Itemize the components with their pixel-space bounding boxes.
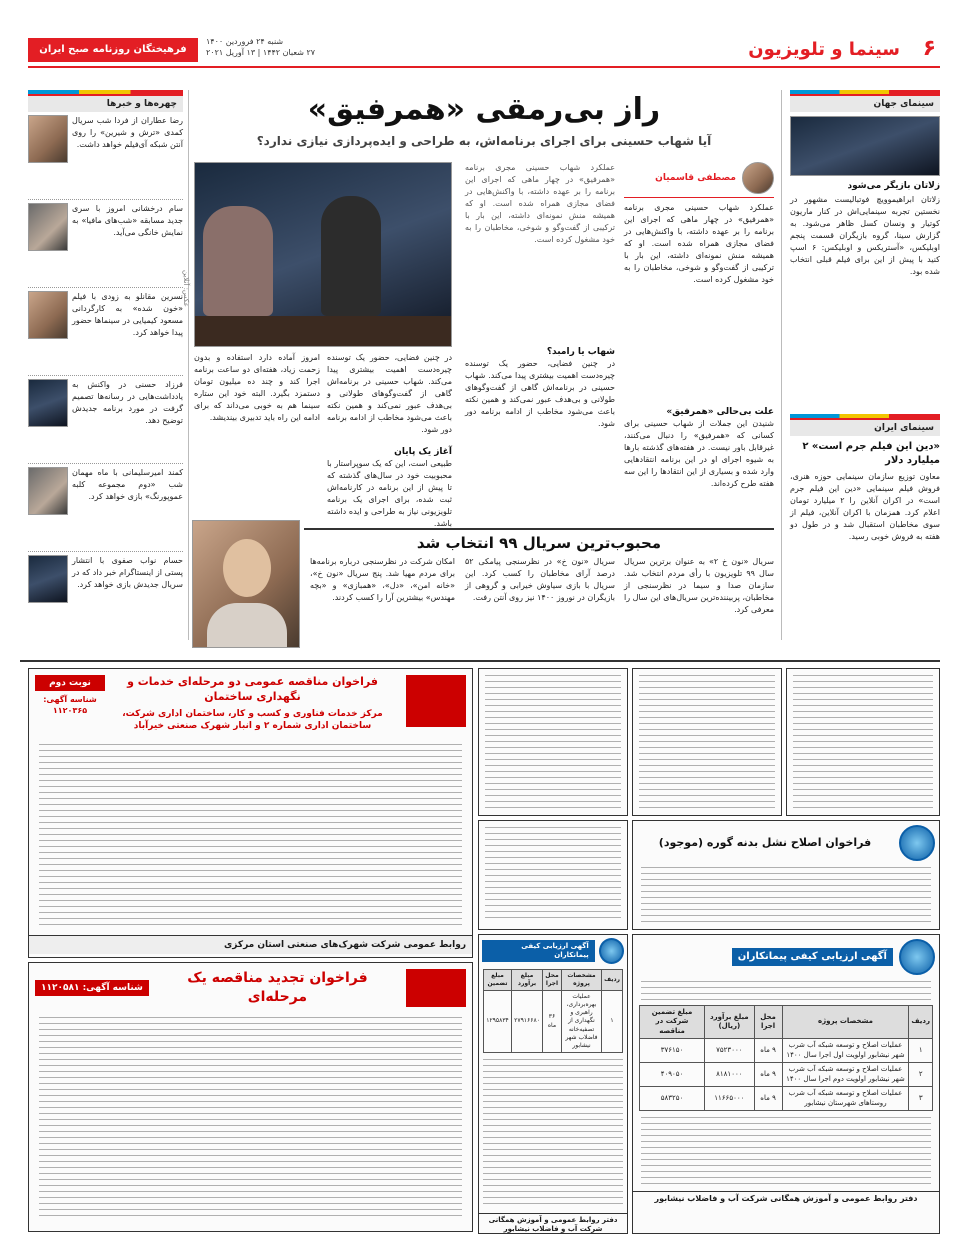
table-row: ۳ عملیات اصلاح و توسعه شبکه آب شرب روستاهای شهرستان نیشابور ۹ ماه ۱۱۶۶۵۰۰۰ ۵۸۳۲۵۰ — [640, 1087, 933, 1111]
page-header — [28, 28, 940, 68]
article-photo-host — [194, 162, 452, 347]
table-header: محل اجرا — [754, 1006, 782, 1039]
ad3-footer: دفتر روابط عمومی و آموزش همگانی شرکت آب و فاضلاب نیشابور — [633, 1191, 939, 1207]
industrial-logo — [406, 675, 466, 727]
news-photo — [28, 115, 68, 163]
second-text-3: امکان شرکت در نظرسنجی درباره برنامه‌ها برای مردم مهیا شد. پنج سریال «نون خ»، «خانه امن»، «دل»، «همبازی» و «بچه مهندس» بیشترین آرا را کسب کردند. — [310, 557, 455, 602]
table-header: مشخصات پروژه — [782, 1006, 909, 1039]
news-column — [28, 90, 183, 112]
projects-table-2: ردیف مشخصات پروژه محل اجرا مبلغ برآورد مبلغ تضمین ۱ عملیات بهره‌برداری، راهبری و نگهداری از تصفیه‌خانه فاضلاب شهر نیشابور ۳۶ ماه ۲۷۹۱۶۶۸۰ ۱۲۹۵۸۳۴ — [483, 969, 623, 1053]
author-photo — [742, 162, 774, 194]
ad4-title: آگهی ارزیابی کیفی پیمانکاران — [482, 940, 595, 963]
table-header: ردیف — [909, 1006, 933, 1039]
actor-photo — [192, 520, 300, 648]
date-persian: شنبه ۲۴ فروردین ۱۴۰۰ — [206, 37, 284, 46]
newspaper-logo[interactable]: فرهیختگان روزنامه صبح ایران — [28, 38, 198, 62]
section-title: سینما و تلویزیون — [748, 39, 900, 60]
author-box — [624, 162, 774, 518]
article-title: راز بی‌رمقی «همرفیق» — [307, 92, 661, 127]
second-col-1 — [624, 556, 774, 651]
ad2-title: فراخوان تجدید مناقصه یک مرحله‌ای — [187, 970, 368, 1005]
article-text-1b: عملکرد شهاب حسینی مجری برنامه «همرفیق» در چهار ماهی که اجرای این برنامه را بر عهده داشته، با واکنش‌هایی در فضای مجازی همراه شده است. او که همیشه منش نمونه‌ای داشته، این بار با ترکیبی از گفت‌وگو و شوخی، مخاطبان را به خود مشغول کرده است. — [465, 163, 615, 244]
news-head: چهره‌ها و خبرها — [28, 94, 183, 112]
news-photo — [28, 291, 68, 339]
article-text-5: امروز آماده دارد استفاده و بدون زحمت زیاد، هفته‌ای دو ساعت برنامه اجرا کند و چند ده میلیون تومان دستمزد بگیرد. البته خود این ستاره سینما هم به خوبی می‌داند که برای ادامه این راه باید تدبیری بیندیشد. — [194, 353, 320, 422]
news-text: حسام نواب صفوی با انتشار پستی از اینستاگرام خبر داد که در سریال جدیدش بازی خواهد کرد. — [72, 556, 183, 589]
list-item[interactable] — [28, 464, 183, 552]
zlatan-photo — [790, 116, 940, 176]
photo-caption: عکس: آنلاین — [182, 270, 190, 307]
ad2-id: شناسه آگهی: ۱۱۲۰۵۸۱ — [35, 980, 149, 996]
list-item[interactable] — [28, 288, 183, 376]
table-header: مبلغ تضمین شرکت در مناقصه — [640, 1006, 705, 1039]
article-col-2 — [465, 162, 615, 468]
news-text: رضا عطاران از فردا شب سریال کمدی «ترش و شیرین» را روی آنتن شبکه آی‌فیلم خواهد داشت. — [72, 116, 183, 149]
notice-ad-b[interactable] — [632, 668, 782, 816]
notice-ad-d[interactable] — [478, 820, 628, 930]
second-col-3 — [310, 556, 455, 651]
table-row: ۱ عملیات اصلاح و توسعه شبکه آب شرب شهر نیشابور اولویت اول اجرا سال ۱۴۰۰ ۹ ماه ۷۵۲۳۰۰۰ ۳۷۶۱۵۰ — [640, 1039, 933, 1063]
main-article — [194, 90, 774, 149]
article-col-4 — [194, 352, 320, 522]
tender-ad-1[interactable] — [28, 668, 473, 958]
list-item[interactable] — [28, 552, 183, 640]
news-photo — [28, 379, 68, 427]
ad2-body — [39, 1017, 462, 1217]
ad5[interactable] — [632, 820, 940, 930]
page-number: ۶ — [922, 36, 936, 61]
table-row: ۲ عملیات اصلاح و توسعه شبکه آب شرب شهر نیشابور اولویت دوم اجرا سال ۱۴۰۰ ۹ ماه ۸۱۸۱۰۰۰ ۴۰۹۰۵۰ — [640, 1063, 933, 1087]
water-tender-ad-2[interactable] — [478, 934, 628, 1234]
article-text-4: طبیعی است، این که یک سوپراستار با محبوبیت خود در سال‌های گذشته که تا پیش از این برنامه در کارنامه‌اش ثبت شده، برای اجرای یک برنامه تلویزیونی نیاز به طراحی و ایده داشته باشد. — [327, 459, 452, 529]
story1-text: زلاتان ابراهیموویچ فوتبالیست مشهور در نخستین تجربه سینمایی‌اش در کنار ماریون کوتیار و ونسان کسل ظاهر می‌شود. به گزارش سینا، گروه بازیگران قسمت پنجم اوبلیکس، «آستریکس و اوبلیکس: ۶ اسپ کنید با پیش از این برای فیلم قبلی انتخاب شده بود. — [790, 195, 940, 277]
ad2-logo — [406, 969, 466, 1007]
issue-date — [206, 36, 315, 58]
subhead-1: علت بی‌حالی «همرفیق» — [666, 407, 774, 417]
ad1-id: شناسه آگهی: ۱۱۲۰۳۶۵ — [43, 695, 97, 715]
story2-text: معاون توزیع سازمان سینمایی حوزه هنری، فروش فیلم سینمایی «دین این فیلم جرم است» در اکران آنلاین را ۲ میلیارد تومان اعلام کرد. همزمان با اکران آنلاین، فیلم از سوی مخاطبان استقبال شد و در طول دو هفته به فروش خوبی رسید. — [790, 472, 941, 542]
subhead-3: آغاز یک پایان — [394, 447, 452, 457]
story2-title: «دین این فیلم جرم است» ۲ میلیارد دلار — [802, 441, 940, 466]
news-text: نسرین مقانلو به زودی با فیلم «خون شده» به کارگردانی مسعود کیمیایی در سینماها حضور پیدا خواهد کرد. — [72, 292, 183, 337]
list-item[interactable] — [28, 112, 183, 200]
ad1-footer: روابط عمومی شرکت شهرک‌های صنعتی استان مرکزی — [29, 935, 472, 954]
ad1-subtitle: مرکز خدمات فناوری و کسب و کار، ساختمان اداری شرکت، ساختمان اداری شماره ۲ و انبار شهرک صنعتی خیرآباد — [122, 708, 383, 731]
table-row: ۱ عملیات بهره‌برداری، راهبری و نگهداری از تصفیه‌خانه فاضلاب شهر نیشابور ۳۶ ماه ۲۷۹۱۶۶۸۰ ۱۲۹۵۸۳۴ — [484, 991, 623, 1053]
ad1-title: فراخوان مناقصه عمومی دو مرحله‌ای خدمات و نگهداری ساختمان — [127, 675, 378, 703]
projects-table — [639, 1005, 933, 1111]
water-tender-ad[interactable] — [632, 934, 940, 1234]
second-text-2: سریال «نون خ» در نظرسنجی پیامکی ۵۲ درصد آرای مخاطبان را کسب کرد. این سریال با بازی سیاوش خیرابی و گروهی از بازیگران در نوروز ۱۴۰۰ نیز روی آنتن رفت. — [465, 557, 615, 602]
second-article — [304, 528, 774, 553]
notice-ad-c[interactable] — [786, 668, 940, 816]
ad1-tag: نوبت دوم — [35, 675, 105, 691]
ad4-footer: دفتر روابط عمومی و آموزش همگانی شرکت آب و فاضلاب نیشابور — [479, 1213, 627, 1237]
article-text-2: شنیدن این جملات از شهاب حسینی برای کسانی که «همرفیق» را دنبال می‌کنند، غیرقابل باور نیست. در هفته‌های گذشته بارها به شیوه اجرای او در این برنامه انتقادهایی وارد شده و بسیاری از این انتقادها را این سه هفته طرح کرده‌اند. — [624, 419, 774, 489]
second-col-2 — [465, 556, 615, 651]
ad1-body — [39, 744, 462, 929]
world-cinema-head: سینمای جهان — [790, 94, 940, 112]
notice-ad-a[interactable] — [478, 668, 628, 816]
news-photo — [28, 555, 68, 603]
news-list — [28, 112, 183, 652]
news-photo — [28, 467, 68, 515]
list-item[interactable] — [28, 376, 183, 464]
article-text-4a: در چنین فضایی، حضور یک توسنده چیره‌دست اهمیت بیشتری پیدا می‌کند. شهاب حسینی در برنامه‌اش گاهی از گفت‌وگوهای طولانی و بی‌هدف عبور نمی‌کند و همین نکته باعث می‌شود مخاطب از ادامه برنامه دور شود. — [327, 353, 452, 434]
second-title: محبوب‌ترین سریال ۹۹ انتخاب شد — [416, 534, 662, 552]
article-col-3 — [327, 352, 452, 529]
company-logo — [899, 825, 935, 861]
article-subtitle: آیا شهاب حسینی برای اجرای برنامه‌اش، به طراحی و ایده‌پردازی نیازی ندارد؟ — [256, 133, 712, 148]
article-text-1: عملکرد شهاب حسینی مجری برنامه «همرفیق» در چهار ماهی که اجرای این برنامه را بر عهده داشته، با واکنش‌هایی در فضای مجازی همراه شده است. او که همیشه منش نمونه‌ای داشته، این بار با ترکیبی از گفت‌وگو و شوخی، مخاطبان را به خود مشغول کرده است. — [624, 203, 774, 284]
news-photo — [28, 203, 68, 251]
ad3-title: آگهی ارزیابی کیفی پیمانکاران — [732, 948, 893, 966]
tender-ad-2[interactable] — [28, 962, 473, 1232]
right-column — [790, 90, 940, 601]
news-text: سام درخشانی امروز با سری جدید مسابقه «شب‌های مافیا» به نمایش خانگی می‌آید. — [72, 204, 183, 237]
table-header: مبلغ برآورد (ریال) — [705, 1006, 755, 1039]
article-text-3: در چنین فضایی، حضور یک توسنده چیره‌دست اهمیت بیشتری پیدا می‌کند. شهاب حسینی در برنامه‌اش گاهی از گفت‌وگوهای طولانی و بی‌هدف عبور نمی‌کند و همین نکته باعث می‌شود مخاطب از ادامه برنامه دور شود. — [465, 359, 615, 429]
news-text: فرزاد حسنی در واکنش به یادداشت‌هایی در رسانه‌ها تصمیم گرفت در مورد برنامه جدیدش توضیح دهد. — [72, 380, 183, 425]
ad5-title: فراخوان اصلاح نشل بدنه گوره (موجود) — [658, 835, 872, 849]
list-item[interactable] — [28, 200, 183, 288]
story1-title: زلاتان بازیگر می‌شود — [847, 181, 940, 192]
subhead-2: شهاب یا رامبد؟ — [546, 347, 615, 357]
second-text-1: سریال «نون خ ۲» به عنوان برترین سریال سال ۹۹ تلویزیون با رأی مردم انتخاب شد. سازمان صدا و سیما در نظرسنجی از مخاطبان، پربیننده‌ترین سریال‌های این سال را معرفی کرد. — [624, 557, 775, 614]
news-text: کمند امیرسلیمانی با ماه مهمان شب «دوم مجموعه کلبه عموپورنگ» بازی خواهد کرد. — [72, 468, 183, 501]
water-logo — [899, 939, 935, 975]
iran-cinema-head: سینمای ایران — [790, 418, 940, 436]
date-other: ۲۷ شعبان ۱۴۴۲ | ۱۳ آوریل ۲۰۲۱ — [206, 48, 316, 58]
author-name: مصطفی قاسمیان — [655, 172, 736, 183]
water-logo — [599, 938, 624, 964]
